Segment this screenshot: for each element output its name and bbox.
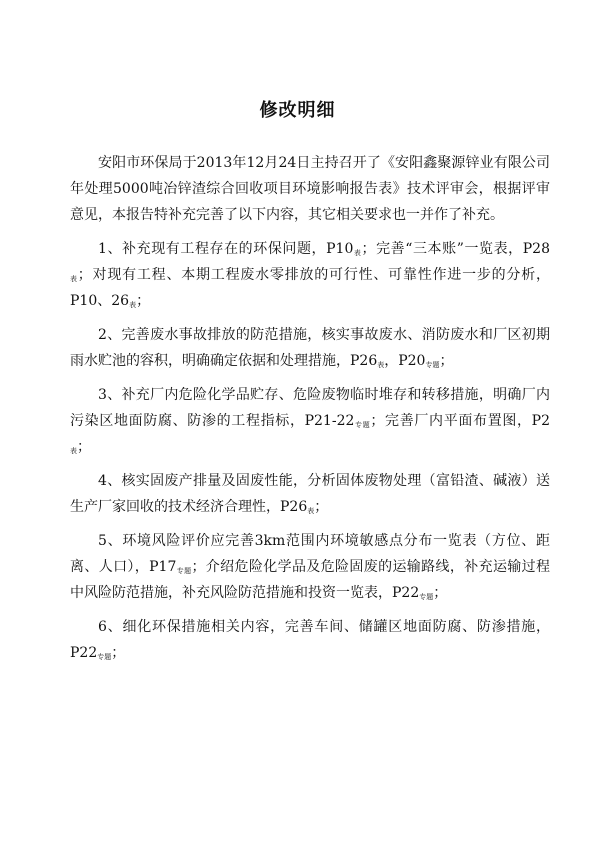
revision-text: 3、补充厂内危险化学品贮存、危险废物临时堆存和转移措施，明确厂内污染区地面防腐、防渗的工程指标，P21-22 (70, 387, 550, 429)
reference-subscript: 表 (307, 507, 315, 515)
revision-text: ；完善“三本账”一览表，P28 (361, 241, 550, 257)
revision-item (70, 614, 550, 666)
revision-item (70, 382, 550, 460)
revision-item (70, 236, 550, 314)
intro-paragraph: 安阳市环保局于2013年12月24日主持召开了《安阳鑫聚源锌业有限公司年处理5000吨冶锌渣综合回收项目环境影响报告表》技术评审会，根据评审意见，本报告特补充完善了以下内容，其它相关要求也一并作了补充。 (70, 155, 550, 223)
revision-text: ；完善厂内平面布置图，P2 (370, 413, 551, 429)
revision-text: 5、环境风险评价应完善3km范围内环境敏感点分布一览表（方位、距离、人口），P17 (70, 533, 550, 575)
reference-subscript: 专题 (176, 567, 192, 575)
revision-text: ； (433, 585, 448, 601)
revision-text: ； (314, 499, 329, 515)
page-title: 修改明细 (259, 100, 336, 121)
revision-text: ，P20 (384, 353, 426, 369)
revision-text: ； (111, 645, 126, 661)
reference-subscript: 专题 (425, 361, 440, 369)
revision-text: 6、细化环保措施相关内容，完善车间、储罐区地面防腐、防渗措施，P22 (70, 619, 550, 661)
revision-text: ； (439, 353, 454, 369)
reference-subscript: 专题 (419, 593, 434, 601)
reference-subscript: 表 (70, 275, 78, 283)
revision-text: ； (136, 293, 151, 309)
revision-item (70, 322, 550, 374)
reference-subscript: 表 (70, 447, 77, 455)
reference-subscript: 表 (353, 249, 362, 257)
revision-text: ；对现有工程、本期工程废水零排放的可行性、可靠性作进一步的分析，P10、26 (70, 267, 550, 309)
reference-subscript: 表 (377, 361, 385, 369)
revision-item (70, 528, 550, 606)
revision-item (70, 468, 550, 520)
revision-list (70, 236, 550, 666)
reference-subscript: 专题 (354, 421, 371, 429)
revision-text: 4、核实固废产排量及固废性能，分析固体废物处理（富铅渣、碱液）送生产厂家回收的技术经济合理性，P26 (70, 473, 550, 515)
reference-subscript: 表 (129, 301, 137, 309)
reference-subscript: 专题 (97, 653, 112, 661)
revision-text: 1、补充现有工程存在的环保问题，P10 (98, 241, 354, 257)
revision-text: ；介绍危险化学品及危险固废的运输路线，补充运输过程中风险防范措施，补充风险防范措施和投资一览表，P22 (70, 559, 551, 601)
revision-text: ； (77, 439, 91, 455)
revision-text: 2、完善废水事故排放的防范措施，核实事故废水、消防废水和厂区初期雨水贮池的容积，明确确定依据和处理措施，P26 (70, 327, 550, 369)
document-body (70, 150, 550, 674)
